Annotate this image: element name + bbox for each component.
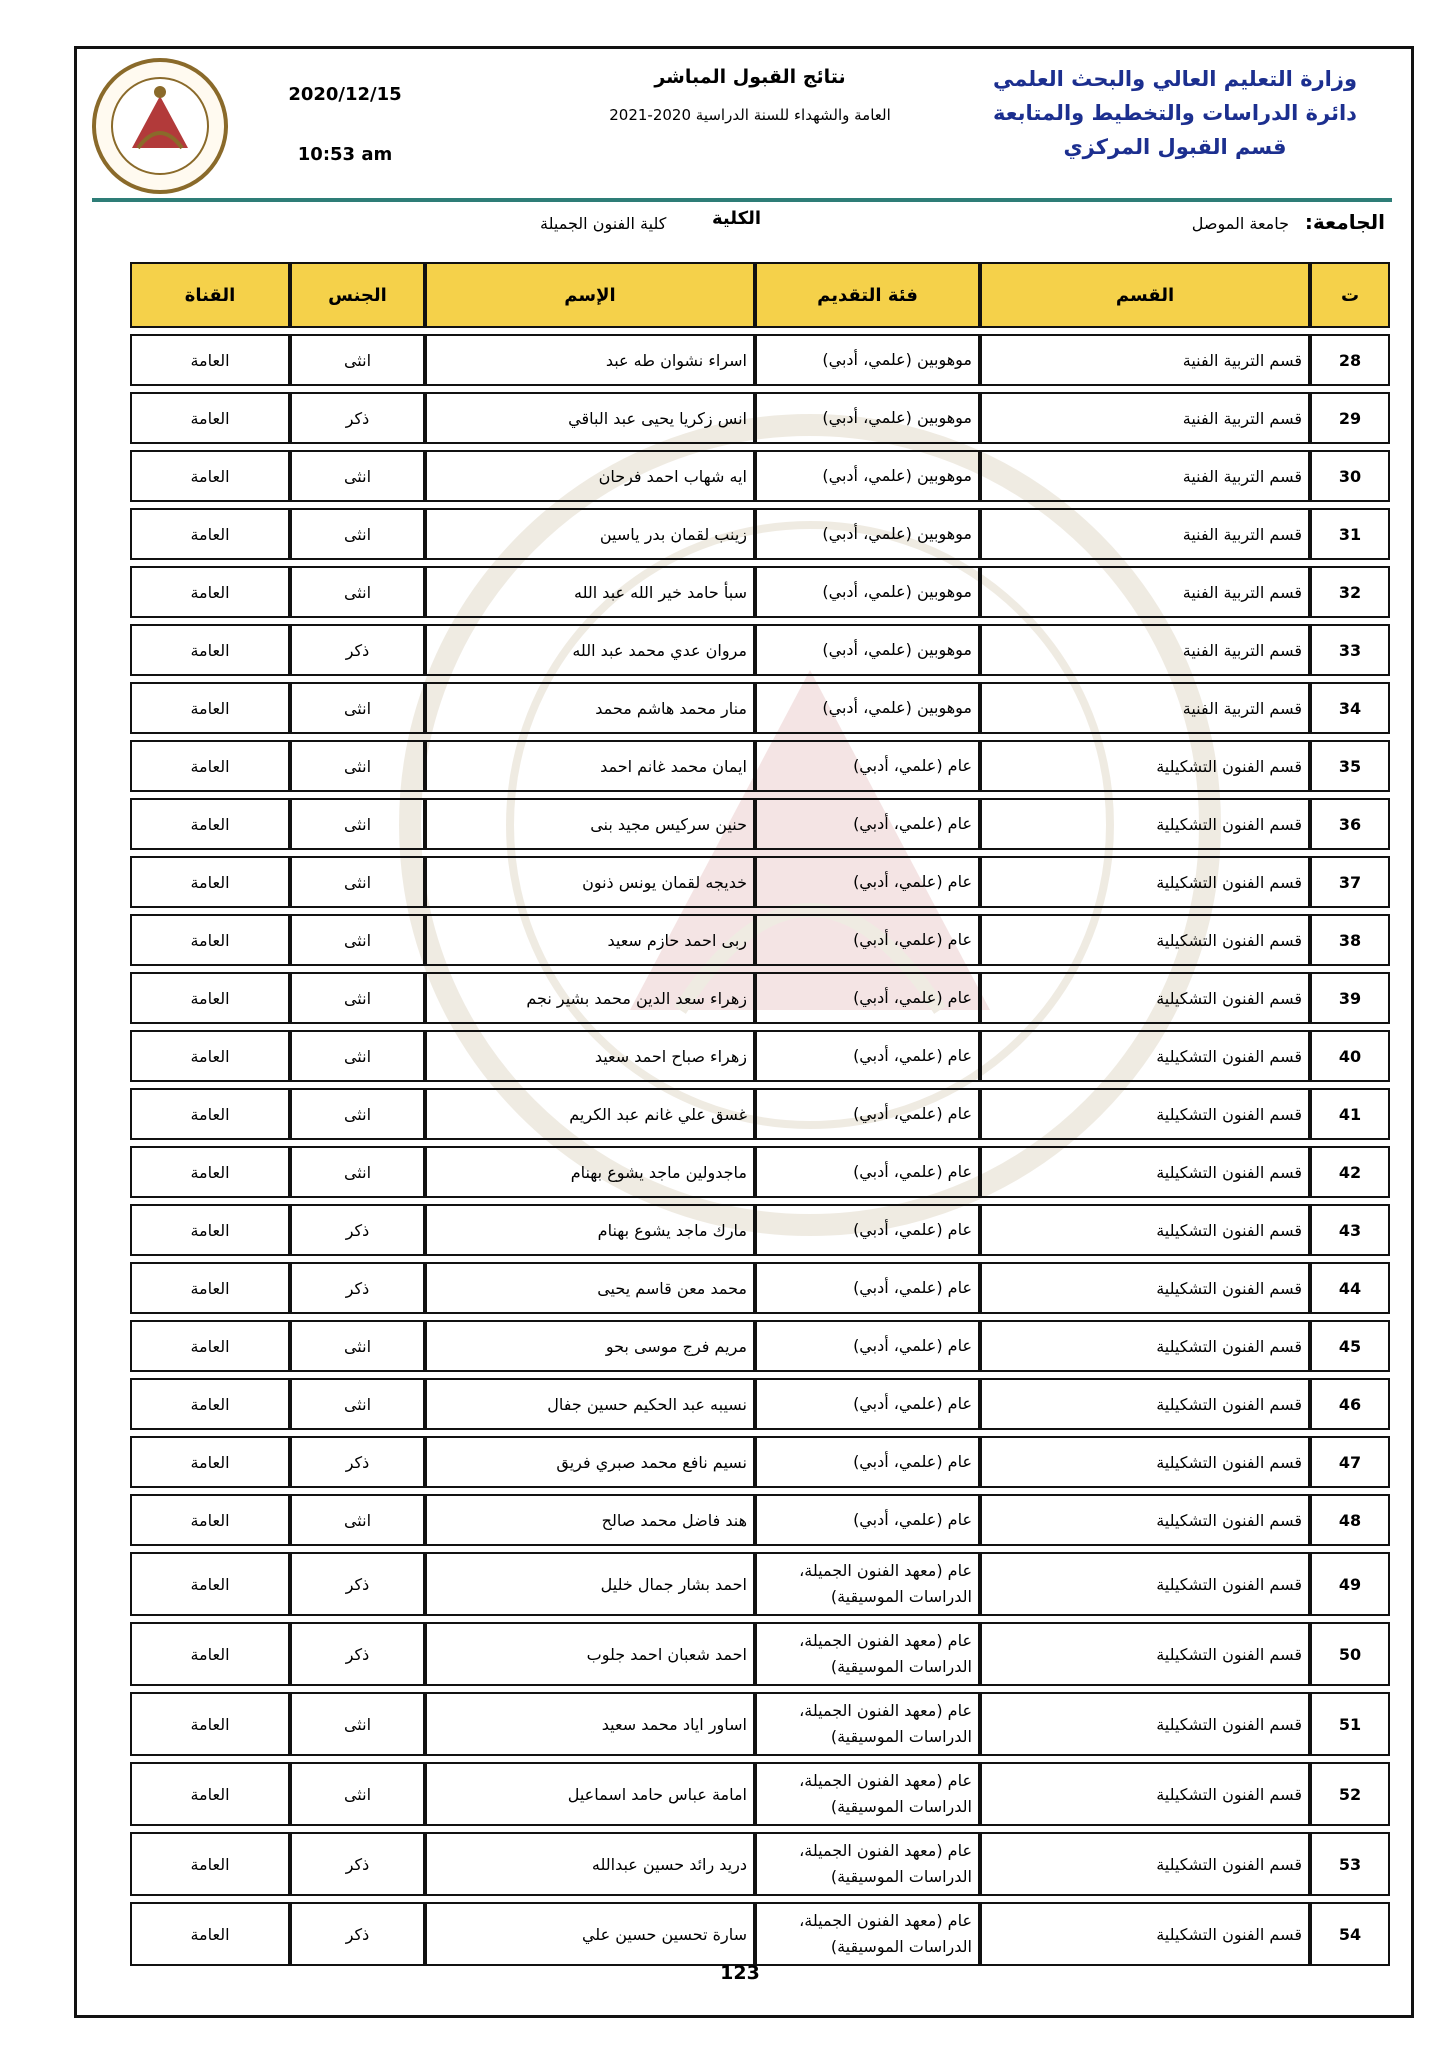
ministry-line: وزارة التعليم العالي والبحث العلمي — [992, 67, 1358, 91]
department-cell: قسم الفنون التشكيلية — [980, 1088, 1310, 1140]
category-cell: موهوبين (علمي، أدبي) — [755, 624, 980, 676]
ministry-logo — [90, 56, 230, 196]
ministry-line: قسم القبول المركزي — [1063, 135, 1287, 159]
college-label: الكلية — [712, 208, 762, 229]
table-row — [130, 914, 1390, 966]
row-number: 40 — [1310, 1030, 1390, 1082]
student-name-cell: زهراء سعد الدين محمد بشير نجم — [425, 972, 755, 1024]
college-value: كلية الفنون الجميلة — [540, 214, 667, 233]
department-cell: قسم التربية الفنية — [980, 392, 1310, 444]
column-header-category: فئة التقديم — [755, 262, 980, 328]
department-cell: قسم الفنون التشكيلية — [980, 1320, 1310, 1372]
category-cell: عام (علمي، أدبي) — [755, 1436, 980, 1488]
gender-cell: ذكر — [290, 1832, 425, 1896]
student-name-cell: زينب لقمان بدر ياسين — [425, 508, 755, 560]
table-row — [130, 798, 1390, 850]
row-number: 31 — [1310, 508, 1390, 560]
table-row — [130, 1436, 1390, 1488]
channel-cell: العامة — [130, 334, 290, 386]
channel-cell: العامة — [130, 1832, 290, 1896]
table-row — [130, 1552, 1390, 1616]
department-cell: قسم الفنون التشكيلية — [980, 798, 1310, 850]
student-name-cell: نسيبه عبد الحكيم حسين جفال — [425, 1378, 755, 1430]
row-number: 28 — [1310, 334, 1390, 386]
row-number: 54 — [1310, 1902, 1390, 1966]
gender-cell: انثى — [290, 450, 425, 502]
student-name-cell: حنين سركيس مجيد بنى — [425, 798, 755, 850]
category-cell: موهوبين (علمي، أدبي) — [755, 566, 980, 618]
department-cell: قسم الفنون التشكيلية — [980, 1146, 1310, 1198]
column-header-department: القسم — [980, 262, 1310, 328]
department-cell: قسم الفنون التشكيلية — [980, 1262, 1310, 1314]
channel-cell: العامة — [130, 508, 290, 560]
channel-cell: العامة — [130, 1902, 290, 1966]
gender-cell: انثى — [290, 1378, 425, 1430]
category-cell: عام (علمي، أدبي) — [755, 1146, 980, 1198]
table-row — [130, 1378, 1390, 1430]
channel-cell: العامة — [130, 1494, 290, 1546]
channel-cell: العامة — [130, 856, 290, 908]
department-cell: قسم الفنون التشكيلية — [980, 1622, 1310, 1686]
student-name-cell: اسراء نشوان طه عبد — [425, 334, 755, 386]
channel-cell: العامة — [130, 972, 290, 1024]
gender-cell: ذكر — [290, 624, 425, 676]
gender-cell: انثى — [290, 1030, 425, 1082]
gender-cell: انثى — [290, 914, 425, 966]
row-number: 39 — [1310, 972, 1390, 1024]
column-header-number: ت — [1310, 262, 1390, 328]
department-cell: قسم التربية الفنية — [980, 334, 1310, 386]
department-cell: قسم التربية الفنية — [980, 566, 1310, 618]
student-name-cell: منار محمد هاشم محمد — [425, 682, 755, 734]
gender-cell: انثى — [290, 856, 425, 908]
department-cell: قسم التربية الفنية — [980, 682, 1310, 734]
student-name-cell: زهراء صباح احمد سعيد — [425, 1030, 755, 1082]
department-cell: قسم الفنون التشكيلية — [980, 1204, 1310, 1256]
department-cell: قسم الفنون التشكيلية — [980, 1436, 1310, 1488]
page-number: 123 — [720, 1962, 760, 1984]
table-row — [130, 1146, 1390, 1198]
category-cell: عام (معهد الفنون الجميلة، الدراسات الموسيقية) — [755, 1762, 980, 1826]
category-cell: عام (علمي، أدبي) — [755, 972, 980, 1024]
row-number: 30 — [1310, 450, 1390, 502]
category-cell: عام (علمي، أدبي) — [755, 1030, 980, 1082]
category-cell: عام (معهد الفنون الجميلة، الدراسات الموسيقية) — [755, 1832, 980, 1896]
row-number: 47 — [1310, 1436, 1390, 1488]
department-cell: قسم الفنون التشكيلية — [980, 856, 1310, 908]
category-cell: عام (معهد الفنون الجميلة، الدراسات الموسيقية) — [755, 1622, 980, 1686]
gender-cell: انثى — [290, 972, 425, 1024]
document-subtitle: العامة والشهداء للسنة الدراسية 2020-2021 — [609, 106, 891, 124]
ministry-line: دائرة الدراسات والتخطيط والمتابعة — [993, 101, 1357, 125]
table-row — [130, 1030, 1390, 1082]
gender-cell: ذكر — [290, 1204, 425, 1256]
department-cell: قسم الفنون التشكيلية — [980, 1030, 1310, 1082]
row-number: 50 — [1310, 1622, 1390, 1686]
channel-cell: العامة — [130, 740, 290, 792]
student-name-cell: خديجه لقمان يونس ذنون — [425, 856, 755, 908]
category-cell: عام (علمي، أدبي) — [755, 914, 980, 966]
gender-cell: انثى — [290, 1494, 425, 1546]
category-cell: عام (علمي، أدبي) — [755, 856, 980, 908]
category-cell: عام (علمي، أدبي) — [755, 798, 980, 850]
table-row — [130, 624, 1390, 676]
row-number: 49 — [1310, 1552, 1390, 1616]
table-row — [130, 334, 1390, 386]
channel-cell: العامة — [130, 1378, 290, 1430]
channel-cell: العامة — [130, 450, 290, 502]
table-row — [130, 1692, 1390, 1756]
department-cell: قسم التربية الفنية — [980, 450, 1310, 502]
column-header-name: الإسم — [425, 262, 755, 328]
table-row — [130, 1204, 1390, 1256]
category-cell: عام (علمي، أدبي) — [755, 740, 980, 792]
row-number: 33 — [1310, 624, 1390, 676]
student-name-cell: ايمان محمد غانم احمد — [425, 740, 755, 792]
row-number: 53 — [1310, 1832, 1390, 1896]
channel-cell: العامة — [130, 392, 290, 444]
student-name-cell: ماجدولين ماجد يشوع بهنام — [425, 1146, 755, 1198]
table-row — [130, 1622, 1390, 1686]
table-row — [130, 682, 1390, 734]
table-row — [130, 972, 1390, 1024]
student-name-cell: مروان عدي محمد عبد الله — [425, 624, 755, 676]
document-title: نتائج القبول المباشر — [654, 66, 846, 88]
admission-results-table — [130, 256, 1390, 1972]
department-cell: قسم التربية الفنية — [980, 624, 1310, 676]
student-name-cell: احمد شعبان احمد جلوب — [425, 1622, 755, 1686]
table-row — [130, 566, 1390, 618]
print-time: 10:53 am — [297, 144, 393, 165]
department-cell: قسم الفنون التشكيلية — [980, 914, 1310, 966]
row-number: 34 — [1310, 682, 1390, 734]
gender-cell: ذكر — [290, 1552, 425, 1616]
gender-cell: انثى — [290, 1320, 425, 1372]
student-name-cell: دريد رائد حسين عبدالله — [425, 1832, 755, 1896]
gender-cell: ذكر — [290, 1902, 425, 1966]
gender-cell: انثى — [290, 508, 425, 560]
table-row — [130, 1088, 1390, 1140]
channel-cell: العامة — [130, 1692, 290, 1756]
student-name-cell: مارك ماجد يشوع بهنام — [425, 1204, 755, 1256]
channel-cell: العامة — [130, 914, 290, 966]
category-cell: موهوبين (علمي، أدبي) — [755, 508, 980, 560]
category-cell: عام (علمي، أدبي) — [755, 1088, 980, 1140]
channel-cell: العامة — [130, 1552, 290, 1616]
gender-cell: ذكر — [290, 392, 425, 444]
gender-cell: انثى — [290, 798, 425, 850]
gender-cell: انثى — [290, 1692, 425, 1756]
channel-cell: العامة — [130, 1146, 290, 1198]
student-name-cell: سارة تحسين حسين علي — [425, 1902, 755, 1966]
row-number: 32 — [1310, 566, 1390, 618]
channel-cell: العامة — [130, 624, 290, 676]
student-name-cell: نسيم نافع محمد صبري فريق — [425, 1436, 755, 1488]
student-name-cell: محمد معن قاسم يحيى — [425, 1262, 755, 1314]
table-row — [130, 1762, 1390, 1826]
header-divider — [92, 198, 1392, 202]
column-header-channel: القناة — [130, 262, 290, 328]
column-header-gender: الجنس — [290, 262, 425, 328]
gender-cell: ذكر — [290, 1436, 425, 1488]
channel-cell: العامة — [130, 1262, 290, 1314]
department-cell: قسم الفنون التشكيلية — [980, 1902, 1310, 1966]
category-cell: عام (علمي، أدبي) — [755, 1320, 980, 1372]
gender-cell: انثى — [290, 1146, 425, 1198]
category-cell: موهوبين (علمي، أدبي) — [755, 450, 980, 502]
student-name-cell: مريم فرج موسى بحو — [425, 1320, 755, 1372]
channel-cell: العامة — [130, 682, 290, 734]
row-number: 38 — [1310, 914, 1390, 966]
row-number: 52 — [1310, 1762, 1390, 1826]
channel-cell: العامة — [130, 1320, 290, 1372]
university-value: جامعة الموصل — [1191, 214, 1289, 233]
table-header-row — [130, 262, 1390, 328]
department-cell: قسم التربية الفنية — [980, 508, 1310, 560]
table-row — [130, 1262, 1390, 1314]
channel-cell: العامة — [130, 1436, 290, 1488]
student-name-cell: اساور اياد محمد سعيد — [425, 1692, 755, 1756]
category-cell: عام (معهد الفنون الجميلة، الدراسات الموسيقية) — [755, 1902, 980, 1966]
student-name-cell: انس زكريا يحيى عبد الباقي — [425, 392, 755, 444]
department-cell: قسم الفنون التشكيلية — [980, 1494, 1310, 1546]
student-name-cell: ايه شهاب احمد فرحان — [425, 450, 755, 502]
channel-cell: العامة — [130, 1088, 290, 1140]
student-name-cell: سبأ حامد خير الله عبد الله — [425, 566, 755, 618]
row-number: 41 — [1310, 1088, 1390, 1140]
table-row — [130, 392, 1390, 444]
row-number: 37 — [1310, 856, 1390, 908]
student-name-cell: هند فاضل محمد صالح — [425, 1494, 755, 1546]
department-cell: قسم الفنون التشكيلية — [980, 1552, 1310, 1616]
gender-cell: انثى — [290, 566, 425, 618]
department-cell: قسم الفنون التشكيلية — [980, 1692, 1310, 1756]
student-name-cell: ربى احمد حازم سعيد — [425, 914, 755, 966]
category-cell: عام (معهد الفنون الجميلة، الدراسات الموسيقية) — [755, 1692, 980, 1756]
gender-cell: انثى — [290, 682, 425, 734]
row-number: 42 — [1310, 1146, 1390, 1198]
category-cell: موهوبين (علمي، أدبي) — [755, 682, 980, 734]
row-number: 36 — [1310, 798, 1390, 850]
channel-cell: العامة — [130, 1204, 290, 1256]
row-number: 35 — [1310, 740, 1390, 792]
channel-cell: العامة — [130, 1622, 290, 1686]
category-cell: عام (علمي، أدبي) — [755, 1378, 980, 1430]
table-row — [130, 508, 1390, 560]
ministry-header — [965, 62, 1385, 164]
category-cell: موهوبين (علمي، أدبي) — [755, 392, 980, 444]
university-label: الجامعة: — [1304, 210, 1385, 234]
row-number: 48 — [1310, 1494, 1390, 1546]
category-cell: عام (معهد الفنون الجميلة، الدراسات الموسيقية) — [755, 1552, 980, 1616]
department-cell: قسم الفنون التشكيلية — [980, 1832, 1310, 1896]
gender-cell: انثى — [290, 1088, 425, 1140]
row-number: 44 — [1310, 1262, 1390, 1314]
row-number: 45 — [1310, 1320, 1390, 1372]
row-number: 51 — [1310, 1692, 1390, 1756]
table-row — [130, 450, 1390, 502]
gender-cell: انثى — [290, 1762, 425, 1826]
gender-cell: ذكر — [290, 1622, 425, 1686]
channel-cell: العامة — [130, 566, 290, 618]
student-name-cell: احمد بشار جمال خليل — [425, 1552, 755, 1616]
category-cell: موهوبين (علمي، أدبي) — [755, 334, 980, 386]
student-name-cell: غسق علي غانم عبد الكريم — [425, 1088, 755, 1140]
channel-cell: العامة — [130, 1030, 290, 1082]
category-cell: عام (علمي، أدبي) — [755, 1262, 980, 1314]
table-row — [130, 856, 1390, 908]
row-number: 43 — [1310, 1204, 1390, 1256]
table-row — [130, 1494, 1390, 1546]
print-date: 2020/12/15 — [288, 84, 402, 105]
department-cell: قسم الفنون التشكيلية — [980, 1762, 1310, 1826]
document-title-block — [540, 62, 960, 124]
gender-cell: انثى — [290, 740, 425, 792]
gender-cell: انثى — [290, 334, 425, 386]
row-number: 46 — [1310, 1378, 1390, 1430]
table-row — [130, 740, 1390, 792]
student-name-cell: امامة عباس حامد اسماعيل — [425, 1762, 755, 1826]
channel-cell: العامة — [130, 1762, 290, 1826]
table-row — [130, 1832, 1390, 1896]
department-cell: قسم الفنون التشكيلية — [980, 740, 1310, 792]
row-number: 29 — [1310, 392, 1390, 444]
channel-cell: العامة — [130, 798, 290, 850]
table-row — [130, 1902, 1390, 1966]
category-cell: عام (علمي، أدبي) — [755, 1204, 980, 1256]
gender-cell: ذكر — [290, 1262, 425, 1314]
department-cell: قسم الفنون التشكيلية — [980, 972, 1310, 1024]
department-cell: قسم الفنون التشكيلية — [980, 1378, 1310, 1430]
category-cell: عام (علمي، أدبي) — [755, 1494, 980, 1546]
table-row — [130, 1320, 1390, 1372]
